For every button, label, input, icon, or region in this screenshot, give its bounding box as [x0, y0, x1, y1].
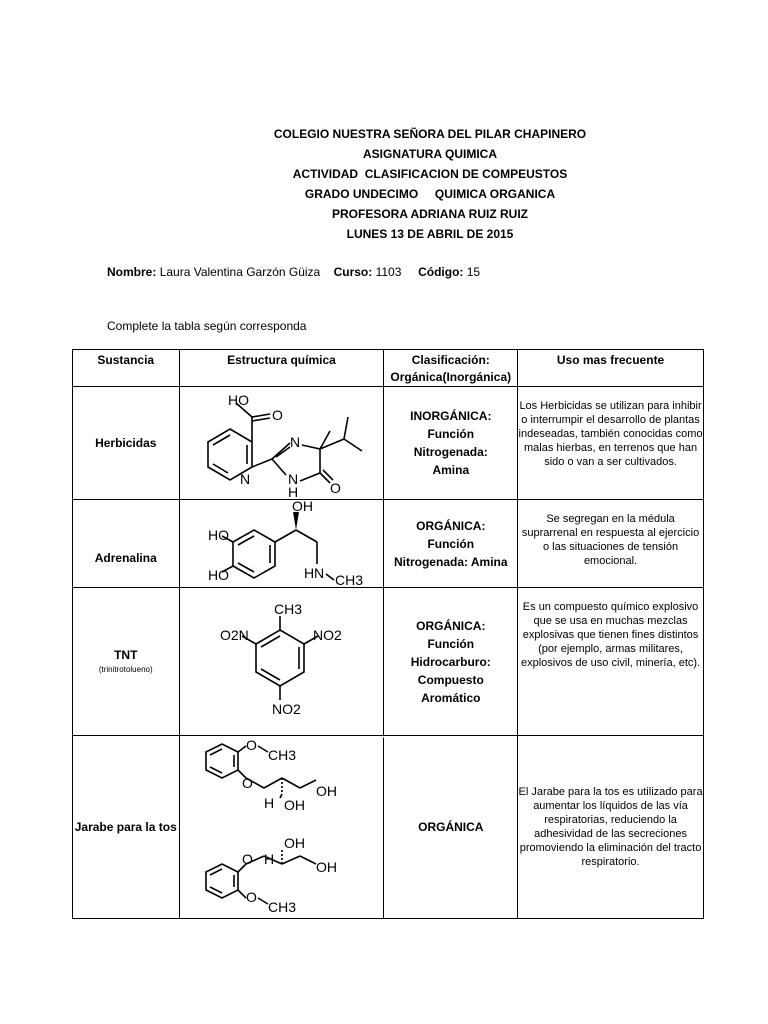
structure-cell: [179, 588, 384, 736]
atom-label: OH: [315, 859, 337, 875]
course-label: Curso:: [333, 265, 373, 279]
classification-line: INORGÁNICA:: [410, 409, 492, 423]
instruction-text: Complete la tabla según corresponda: [107, 319, 307, 333]
substance-name: Jarabe para la tos: [74, 819, 177, 834]
atom-label: CH3: [334, 572, 363, 587]
atom-label: NO2: [312, 627, 342, 643]
use-text: Se segregan en la médula suprarrenal en respuesta al ejercicio o las situaciones de tensión emocional.: [521, 513, 700, 567]
atom-label: HO: [207, 567, 229, 583]
header-use: Uso mas frecuente: [518, 350, 704, 387]
herbicide-structure-diagram: [180, 387, 384, 499]
header-date: LUNES 13 DE ABRIL DE 2015: [346, 227, 514, 241]
classification-line: Compuesto: [417, 672, 484, 687]
atom-label: H: [303, 565, 314, 581]
use-text: El Jarabe para la tos es utilizado para aumentar los líquidos de las vía respiratorias, reduciendo la adhesividad de las secreciones promoviendo la eliminación del tracto respiratorio.: [518, 786, 703, 868]
substance-cell: [73, 500, 180, 588]
header-classification-line2: Orgánica(Inorgánica): [390, 370, 512, 384]
classification-line: Aromático: [421, 690, 481, 705]
atom-label: O: [241, 775, 253, 791]
use-cell: [518, 588, 704, 736]
classification-line: ORGÁNICA:: [416, 618, 486, 633]
substance-cell: [73, 736, 180, 919]
substance-name: Herbicidas: [95, 435, 157, 450]
structure-cell: [179, 500, 384, 588]
classification-line: Función: [427, 536, 475, 551]
name-label: Nombre:: [107, 265, 157, 279]
student-info: [107, 263, 480, 281]
atom-label: O: [241, 851, 253, 867]
course-value: 1103: [375, 265, 402, 279]
atom-label: H: [263, 851, 274, 867]
atom-label: HO: [227, 392, 249, 408]
header-school: COLEGIO NUESTRA SEÑORA DEL PILAR CHAPINERO: [273, 127, 587, 141]
use-cell: [518, 736, 704, 919]
table-row: [73, 588, 704, 736]
atom-label: CH3: [267, 899, 296, 915]
name-value: Laura Valentina Garzón Güiza: [159, 265, 321, 279]
atom-label: OH: [283, 835, 305, 851]
classification-line: Función: [427, 636, 475, 651]
tnt-structure-diagram: [180, 588, 384, 735]
header-grade: GRADO UNDECIMO QUIMICA ORGANICA: [304, 187, 556, 201]
classification-line: Nitrogenada:: [413, 445, 488, 459]
header-activity: ACTIVIDAD CLASIFICACION DE COMPEUSTOS: [292, 167, 568, 181]
use-cell: [518, 387, 704, 500]
atom-label: OH: [315, 783, 337, 799]
atom-label: CH3: [273, 601, 302, 617]
atom-label: CH3: [267, 747, 296, 763]
classification-line: Amina: [432, 463, 470, 477]
substance-cell: [73, 588, 180, 736]
table-row: [73, 387, 704, 500]
classification-line: ORGÁNICA:: [416, 518, 486, 533]
classification-cell: [384, 387, 518, 500]
atom-label: OH: [283, 797, 305, 813]
header-structure: Estructura química: [179, 350, 384, 387]
atom-label: N: [289, 434, 300, 450]
classification-line: Nitrogenada: Amina: [393, 554, 508, 569]
use-text: Los Herbicidas se utilizan para inhibir o interrumpir el desarrollo de plantas indeseadas, también conocidas como malas hierbas, en terrenos que han sido o van a ser cultivados.: [518, 400, 703, 468]
atom-label: H: [287, 484, 298, 499]
substance-subname: (trinitrotolueno): [98, 665, 153, 674]
atom-label: N: [239, 471, 250, 487]
atom-label: OH: [291, 500, 313, 514]
atom-label: O: [245, 889, 257, 905]
atom-label: H: [263, 795, 274, 811]
atom-label: NO2: [271, 701, 301, 717]
classification-line: ORGÁNICA: [418, 820, 484, 834]
classification-line: Función: [427, 427, 475, 441]
use-cell: [518, 500, 704, 588]
code-label: Código:: [418, 265, 464, 279]
guaifenesin-structure-diagram: [180, 736, 384, 918]
document-header: [0, 124, 768, 244]
substance-cell: [73, 387, 180, 500]
header-classification-line1: Clasificación:: [411, 353, 490, 367]
table-row: [73, 500, 704, 588]
atom-label: HO: [207, 527, 229, 543]
atom-label: N: [287, 471, 298, 487]
code-value: 15: [466, 265, 481, 279]
adrenaline-structure-diagram: [180, 500, 384, 587]
classification-cell: [384, 588, 518, 736]
header-teacher: PROFESORA ADRIANA RUIZ RUIZ: [332, 207, 528, 221]
classification-cell: [384, 736, 518, 919]
header-substance: Sustancia: [73, 350, 180, 387]
atom-label: O2N: [219, 627, 249, 643]
table-header-row: [73, 350, 704, 387]
structure-cell: [179, 387, 384, 500]
header-classification: [384, 350, 518, 387]
classification-cell: [384, 500, 518, 588]
classification-table: [72, 349, 704, 919]
substance-name: TNT: [114, 648, 138, 662]
structure-cell: [179, 736, 384, 919]
substance-name: Adrenalina: [94, 551, 157, 565]
atom-label: O: [245, 737, 257, 753]
atom-label: O: [271, 407, 283, 423]
atom-label: O: [329, 480, 341, 496]
use-text: Es un compuesto químico explosivo que se usa en muchas mezclas explosivas que tienen fines distintos (por ejemplo, armas militares, explosivos de uso civil, minería, etc).: [520, 601, 701, 669]
classification-line: Hidrocarburo:: [410, 654, 491, 669]
atom-label: N: [313, 565, 324, 581]
header-subject: ASIGNATURA QUIMICA: [363, 147, 497, 161]
table-row: [73, 736, 704, 919]
